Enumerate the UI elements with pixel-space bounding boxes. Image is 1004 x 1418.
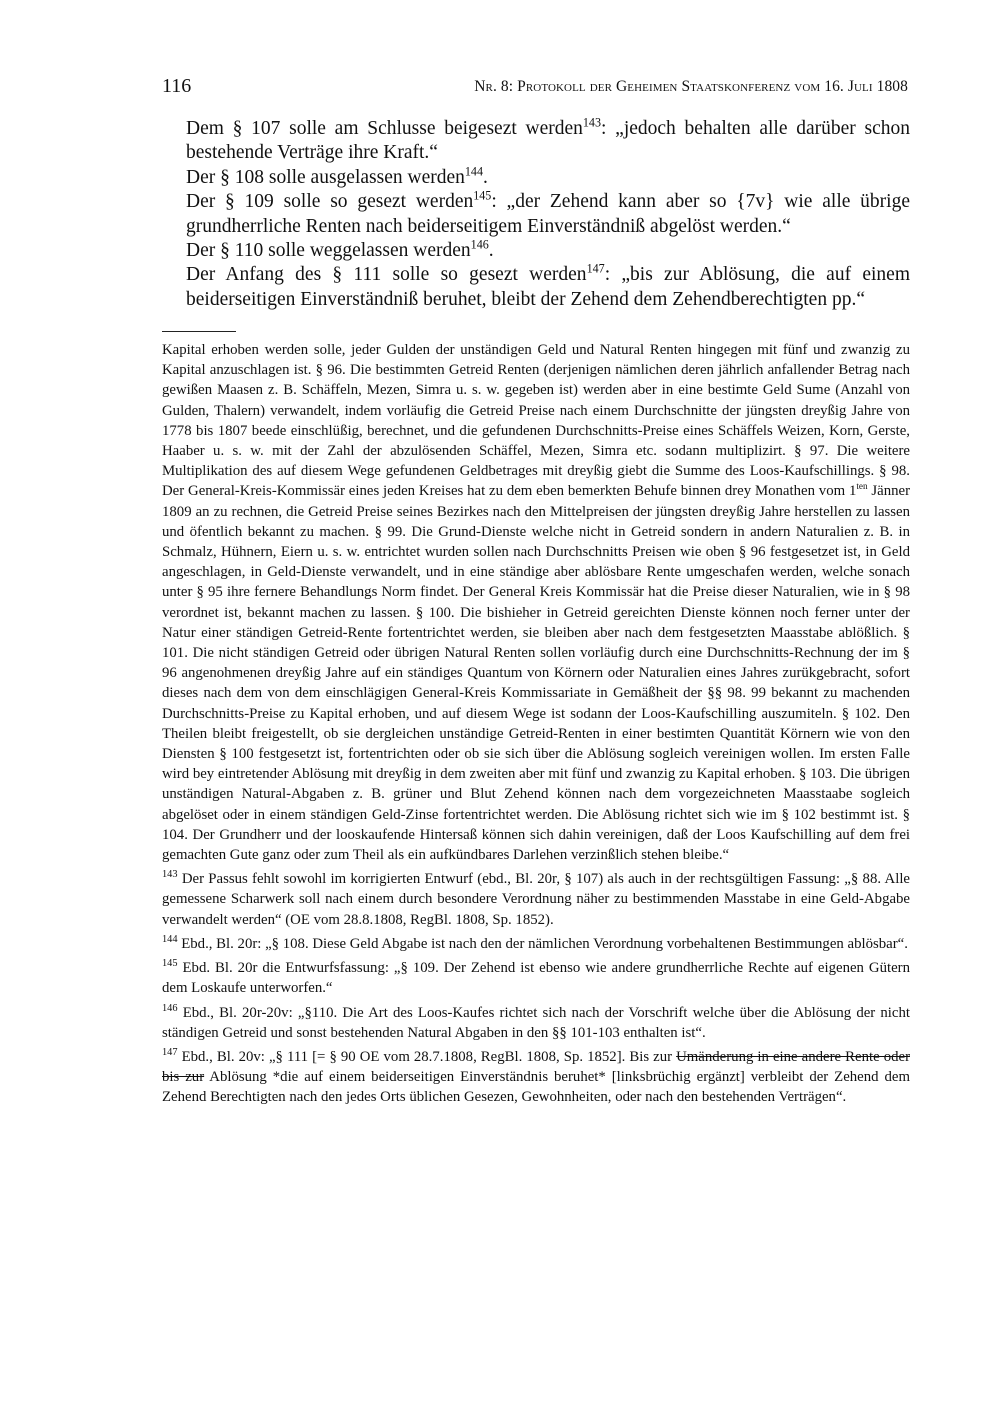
footnote-146: $^{146}$ Ebd., Bl. 20r-20v: „§110. Die Art des Loos-Kaufes richtet sich nach der Vorschrift welche über die Ablösung der nicht ständigen Getreid und sonst bestehenden Natural Abgaben in den §§ 101-103 enthalten ist“. bbox=[162, 1002, 910, 1041]
paragraph-111: Der Anfang des § 111 solle so gesezt werden$^{147}$: „bis zur Ablösung, die auf einem beiderseitigen Einverständniß beruhet, bleibt der Zehend dem Zehendberechtigten pp.“ bbox=[186, 261, 910, 310]
footnotes bbox=[162, 340, 910, 1108]
struck-text: Umänderung in eine andere Rente oder bis zur bbox=[162, 1048, 910, 1086]
footnote-ref-145[interactable]: 145 bbox=[473, 188, 492, 203]
paragraph-108: Der § 108 solle ausgelassen werden$^{144}$. bbox=[186, 164, 488, 188]
footnote-marker: 145 bbox=[162, 958, 178, 970]
footnote-ref-147[interactable]: 147 bbox=[586, 261, 605, 276]
paragraph-110: Der § 110 solle weggelassen werden$^{146}$. bbox=[186, 237, 494, 262]
footnote-ref-146[interactable]: 146 bbox=[470, 237, 489, 252]
footnote-marker: 146 bbox=[162, 1002, 178, 1014]
footnote-ref-143[interactable]: 143 bbox=[582, 115, 602, 130]
running-head: Nr. 8: Protokoll der Geheimen Staatskonferenz vom 16. Juli 1808 bbox=[474, 78, 908, 95]
footnote-ref-144[interactable]: 144 bbox=[464, 164, 483, 179]
paragraph-109: Der § 109 solle so gesezt werden$^{145}$: „der Zehend kann aber so {7v} wie alle übrige grundherrliche Renten nach beiderseitigem Einverständniß abgelöst werden.“ bbox=[186, 188, 910, 237]
paragraph-107: Dem § 107 solle am Schlusse beigesezt werden$^{143}$: „jedoch behalten alle darüber schon bestehende Verträge ihre Kraft.“ bbox=[186, 115, 910, 164]
footnote-147: $^{147}$ Ebd., Bl. 20v: „§ 111 [= § 90 OE vom 28.7.1808, RegBl. 1808, Sp. 1852]. Bis zur Umänderung in eine andere Rente oder bis zur Ablösung *die auf einem beiderseitigen Einverständnis beruhet* [linksbrüchig ergänzt] verbleibt der Zehend dem Zehend Berechtigten nach den jedes Orts üblichen Gesezen, Gewohnheiten, oder nach den bestehenden Verträgen“. bbox=[162, 1046, 910, 1106]
footnote-marker: 143 bbox=[162, 869, 178, 881]
footnote-continuation: Kapital erhoben werden solle, jeder Gulden der unständigen Geld und Natural Renten hingegen mit fünf und zwanzig zu Kapital anzuschlagen ist. § 96. Die bestimmten Getreid Renten (derjenigen nämlichen deren jährlich anfallender Betrag nach gewißen Maasen z. B. Schäffeln, Mezen, Simra u. s. w. gegeben ist) werden aber in eine bestimte Geld Sume (Anzahl von Gulden, Thalern) verwandelt, indem vorläufig die Getreid Preise nach einem Durchschnitte der jüngsten dreyßig Jahre von 1778 bis 1807 beede einschlüßig, berechnet, und die gefundenen Durchschnitts-Preise eines Schäffels Weizen, Korn, Gerste, Haaber u. s. w. mit der Zahl der abzulösenden Schäffel, Mezen, Simra etc. sodann multiplizirt. § 97. Die weitere Multiplikation des auf diesem Wege gefundenen Geldbetrages mit dreyßig giebt die Summe des Loos-Kaufschillings. § 98. Der General-Kreis-Kommissär eines jeden Kreises hat zu dem eben bemerkten Behufe binnen drey Monathen vom $1^{ten}$ Jänner 1809 an zu rechnen, die Getreid Preise seines Bezirkes nach den Mittelpreisen der jüngsten dreyßig Jahre herstellen zu lassen und öfentlich bekannt zu machen. § 99. Die Grund-Dienste welche nicht in Getreid sondern in andern Naturalien z. B. in Schmalz, Hühnern, Eiern u. s. w. entrichtet wurden sollen nach Durchschnitts Preisen wie oben § 96 festgesetzet ist, in Geld angeschlagen, in Geld-Dienste verwandelt, und in eine ständige aber ablösbare Rente umgeschafen werden, welche sonach unter § 95 ihre fernere Behandlungs Norm findet. Der General Kreis Kommissär hat die Preise dieser Naturalien, wie in § 98 verordnet ist, bekannt machen zu lassen. § 100. Die bishieher in Getreid gereichten Dienste können noch ferner unter der Natur einer ständigen Getreid-Rente fortentrichtet werden, sie bleiben aber nach dem festgesetzten Maasstabe ablößlich. § 101. Die nicht ständigen Getreid oder übrigen Natural Renten sollen vorläufig durch eine Durchschnitts-Rechnung der im § 96 angenohmenen dreyßig Jahre auf ein ständiges Quantum von Körnern oder Naturalien eines Jahres zurükgebracht, sofort dieses nach dem von dem einschlägigen General-Kreis Kommissariate in Gemäßheit der §§ 98. 99 bekannt zu machenden Durchschnitts-Preise zu Kapital erhoben, und auf diesem Wege ist sodann der Loos-Kaufschilling auszumiteln. § 102. Den Theilen bleibt freigestellt, ob sie dergleichen unständige Getreid-Renten in einer bestimten Quantität Körnern wie von den Diensten § 100 festgesetzt ist, fortentrichten oder ob sie sich über die Ablösung sogleich vereinigen wollen. Im ersten Falle wird bey eintretender Ablösung mit dreyßig in dem zweiten aber mit fünf und zwanzig zu Kapital erhoben. § 103. Die übrigen unständigen Natural-Abgaben z. B. grüner und Blut Zehend können nach dem vorgezeichneten Maasstaabe sogleich abgelöset oder in einem ständigen Geld-Zinse fortentrichtet werden. Die Ablösung richtet sich wie im § 102 bestimmt ist. § 104. Der Grundherr und der looskaufende Hintersaß können sich dahin vereinigen, daß der Loos Kaufschilling auf dem frei gemachten Gute ganz oder zum Theil als ein aufkündbares Darlehen verzinßlich stehen bleibe.“ bbox=[162, 342, 910, 864]
footnote-marker: 144 bbox=[162, 933, 178, 945]
footnote-separator bbox=[162, 331, 236, 332]
footnote-145: $^{145}$ Ebd. Bl. 20r die Entwurfsfassung: „§ 109. Der Zehend ist ebenso wie andere grundherrliche Rechte auf eigenen Gütern dem Loskaufe unterworfen.“ bbox=[162, 958, 910, 997]
page-number: 116 bbox=[162, 75, 192, 97]
main-text bbox=[186, 117, 910, 312]
footnote-marker: 147 bbox=[162, 1046, 178, 1058]
footnote-143: $^{143}$ Der Passus fehlt sowohl im korrigierten Entwurf (ebd., Bl. 20r, § 107) als auch in der rechtsgültigen Fassung: „§ 88. Alle gemessene Scharwerk soll nach einem durch besondere Verordnung näher zu bestimmenden Masstabe in eine Geld-Abgabe verwandelt werden“ (OE vom 28.8.1808, RegBl. 1808, Sp. 1852). bbox=[162, 869, 910, 928]
footnote-144: $^{144}$ Ebd., Bl. 20r: „§ 108. Diese Geld Abgabe ist nach den der nämlichen Verordnung vorbehaltenen Bestimmungen ablösbar“. bbox=[162, 933, 908, 952]
